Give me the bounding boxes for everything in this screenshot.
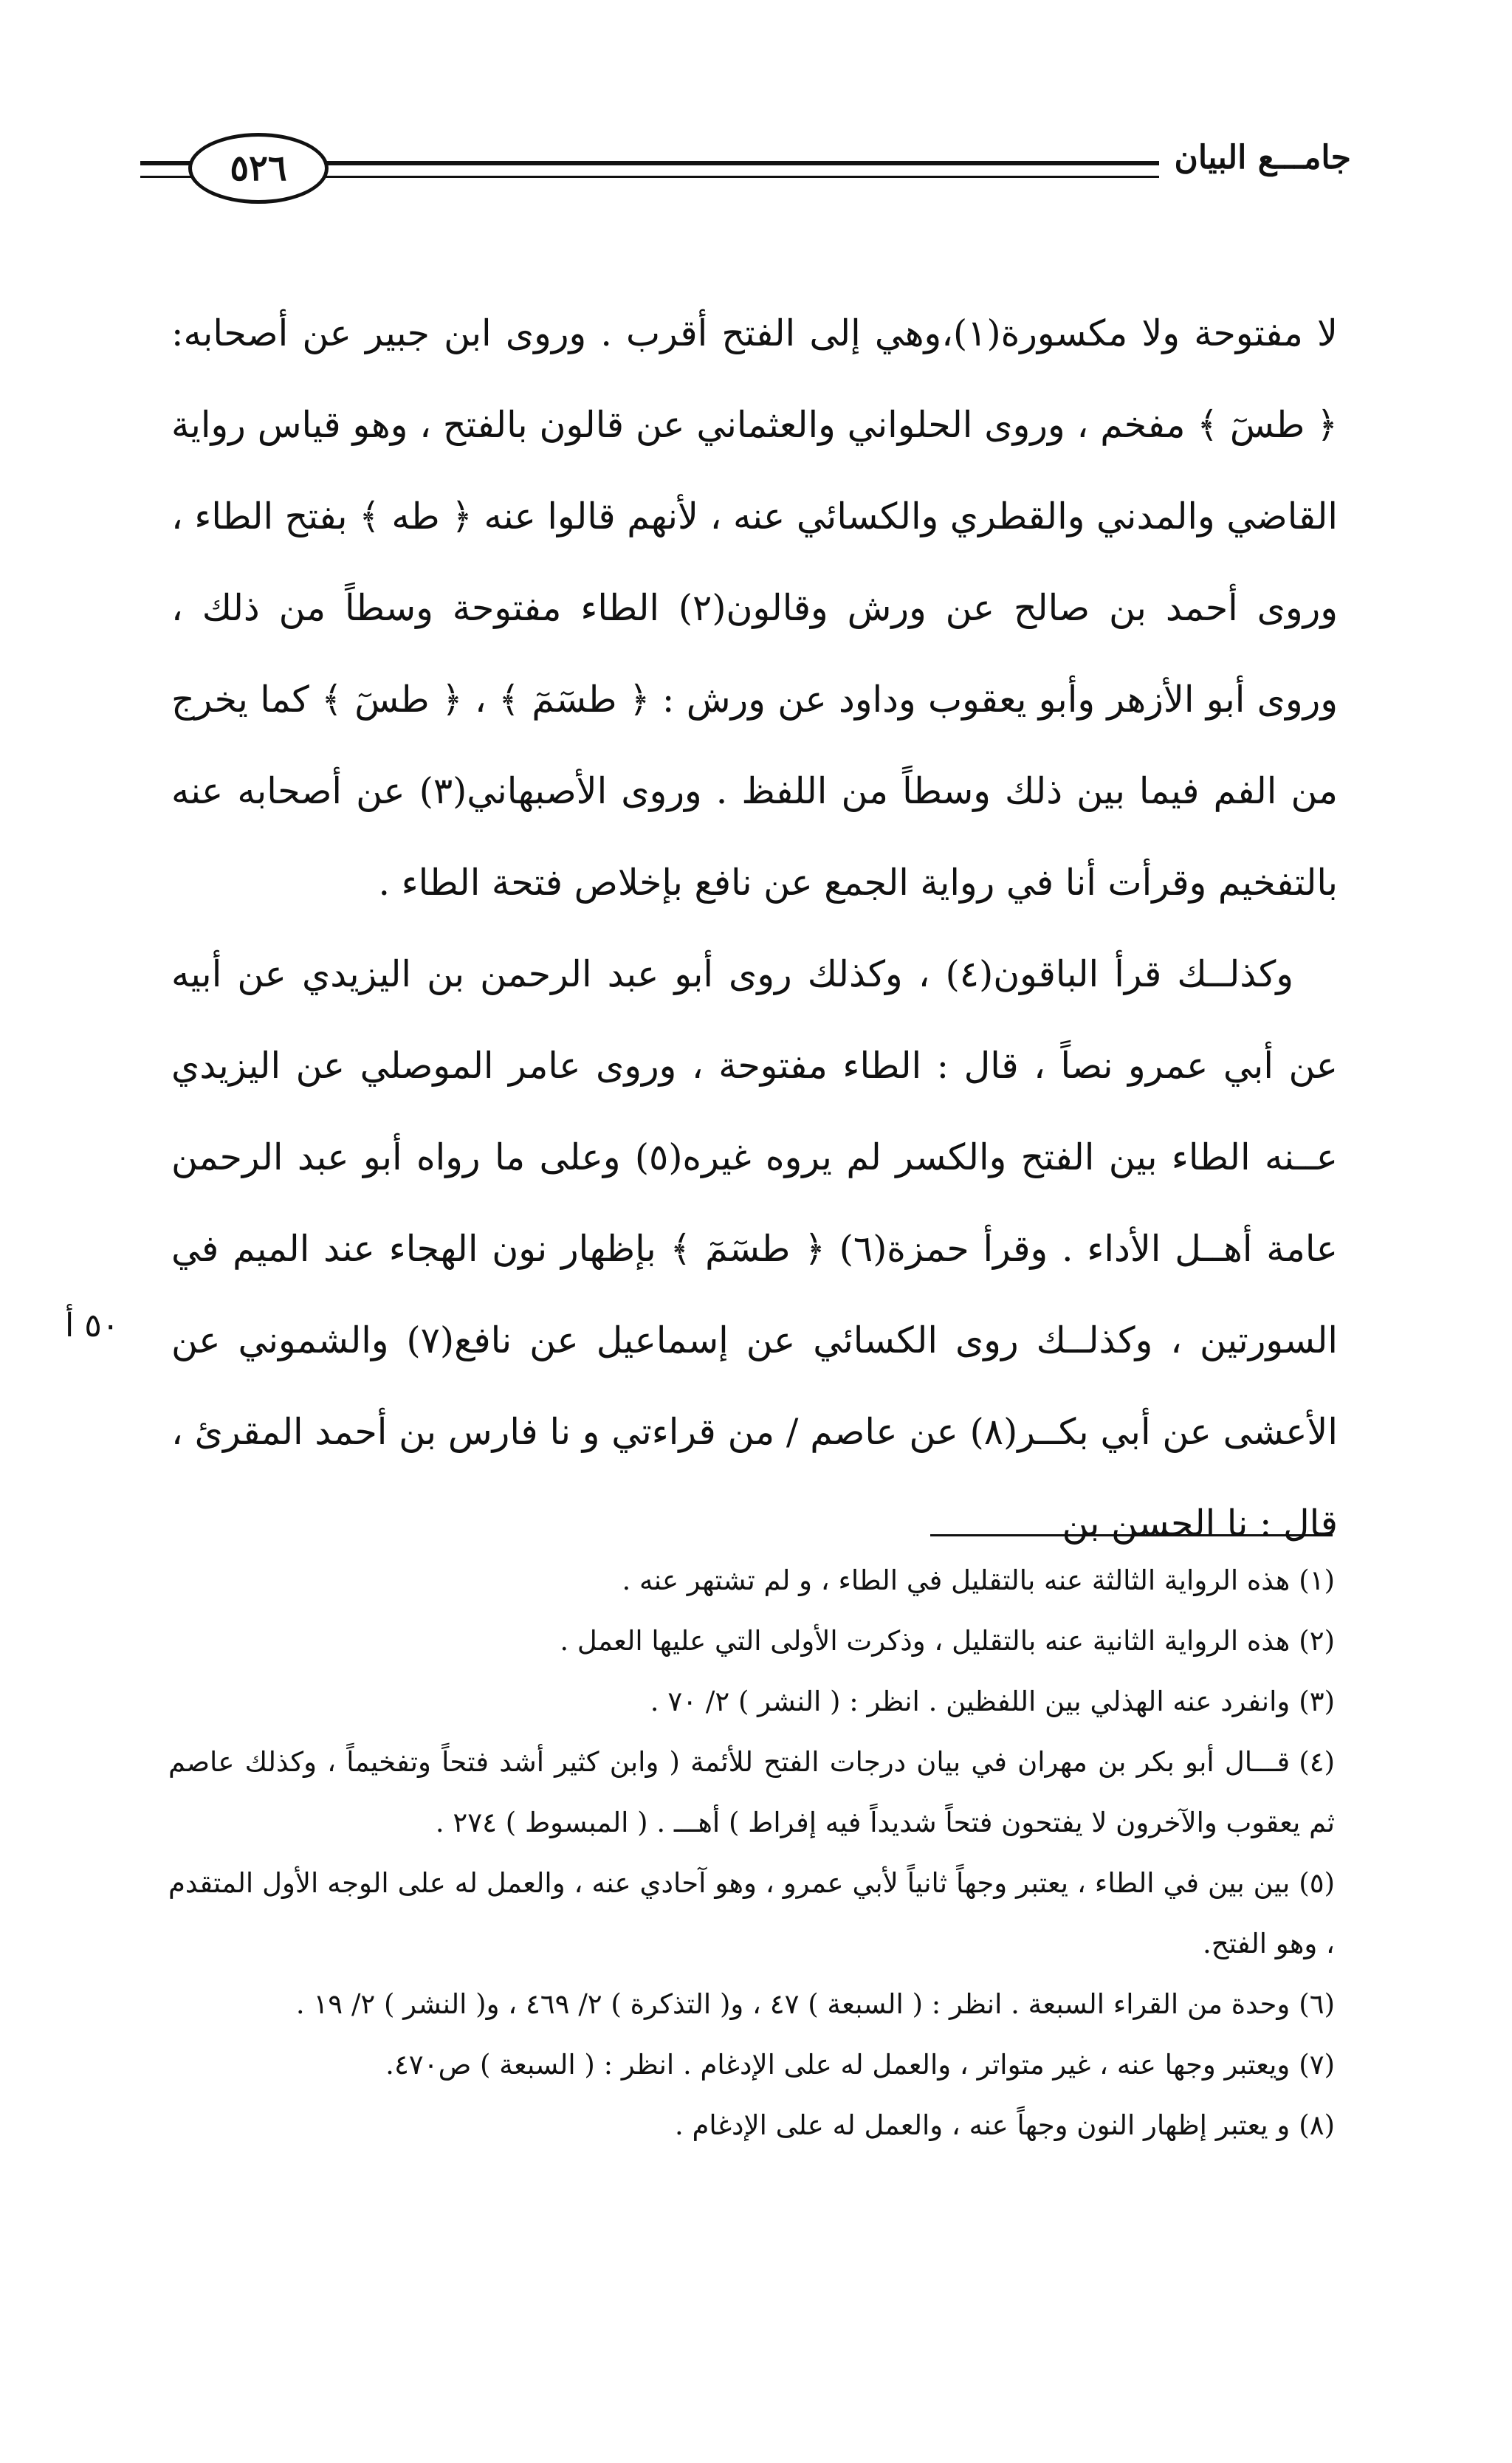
main-text	[171, 288, 1338, 1570]
footnote-2	[168, 1611, 1335, 1672]
footnote-number: (٧)	[1299, 2049, 1335, 2081]
running-title: جامـــع البيان	[1174, 139, 1351, 176]
footnote-1	[168, 1550, 1335, 1611]
footnote-text: وحدة من القراء السبعة . انظر : ( السبعة ) ٤٧ ، و( التذكرة ) ٢/ ٤٦٩ ، و( النشر ) ٢/ ١٩ .	[295, 1988, 1291, 2020]
header-rule	[244, 161, 1159, 178]
footnote-number: (٦)	[1299, 1988, 1335, 2020]
footnote-number: (١)	[1299, 1564, 1335, 1596]
footnote-number: (٣)	[1299, 1686, 1335, 1717]
footnotes	[168, 1550, 1335, 2156]
footnote-text: و يعتبر إظهار النون وجهاً عنه ، والعمل له على الإدغام .	[674, 2109, 1291, 2141]
footnote-separator	[930, 1534, 1333, 1536]
footnote-text: وانفرد عنه الهذلي بين اللفظين . انظر : ( النشر ) ٢/ ٧٠ .	[650, 1686, 1291, 1717]
footnote-text: قـــال أبو بكر بن مهران في بيان درجات الفتح للأئمة ( وابن كثير أشد فتحاً وتفخيماً ، وكذلك عاصم ثم يعقوب والآخرون لا يفتحون فتحاً شديداً فيه إفراط ) أهـــ . ( المبسوط ) ٢٧٤ .	[168, 1746, 1335, 1838]
page-number: ٥٢٦	[188, 133, 329, 204]
page-header	[140, 133, 1351, 214]
footnote-7	[168, 2035, 1335, 2095]
footnote-text: هذه الرواية الثالثة عنه بالتقليل في الطاء ، و لم تشتهر عنه .	[622, 1564, 1291, 1596]
margin-folio-note: ٥٠ أ	[65, 1307, 120, 1344]
footnote-8	[168, 2095, 1335, 2156]
footnote-3	[168, 1672, 1335, 1732]
paragraph-1: لا مفتوحة ولا مكسورة(١)،وهي إلى الفتح أقرب . وروى ابن جبير عن أصحابه: ﴿ طسٓ ﴾ مفخم ، وروى الحلواني والعثماني عن قالون بالفتح ، وهو قياس رواية القاضي والمدني والقطري والكسائي عنه ، لأنهم قالوا عنه ﴿ طه ﴾ بفتح الطاء ، وروى أحمد بن صالح عن ورش وقالون(٢) الطاء مفتوحة وسطاً من ذلك ، وروى أبو الأزهر وأبو يعقوب وداود عن ورش : ﴿ طسٓمٓ ﴾ ، ﴿ طسٓ ﴾ كما يخرج من الفم فيما بين ذلك وسطاً من اللفظ . وروى الأصبهاني(٣) عن أصحابه عنه بالتفخيم وقرأت أنا في رواية الجمع عن نافع بإخلاص فتحة الطاء .	[171, 312, 1338, 904]
footnote-number: (٥)	[1299, 1867, 1335, 1899]
footnote-text: بين بين في الطاء ، يعتبر وجهاً ثانياً لأبي عمرو ، وهو آحادي عنه ، والعمل له على الوجه الأول المتقدم ، وهو الفتح.	[168, 1867, 1335, 1959]
footnote-number: (٢)	[1299, 1625, 1335, 1657]
footnote-number: (٤)	[1299, 1746, 1335, 1778]
footnote-4	[168, 1732, 1335, 1853]
paragraph-2: وكذلــك قرأ الباقون(٤) ، وكذلك روى أبو عبد الرحمن بن اليزيدي عن أبيه عن أبي عمرو نصاً ، قال : الطاء مفتوحة ، وروى عامر الموصلي عن اليزيدي عــنه الطاء بين الفتح والكسر لم يروه غيره(٥) وعلى ما رواه أبو عبد الرحمن عامة أهــل الأداء . وقرأ حمزة(٦) ﴿ طسٓمٓ ﴾ بإظهار نون الهجاء عند الميم في السورتين ، وكذلــك روى الكسائي عن إسماعيل عن نافع(٧) والشموني عن الأعشى عن أبي بكــر(٨) عن عاصم / من قراءتي و نا فارس بن أحمد المقرئ ، قال : نا الحسن بن	[171, 953, 1338, 1545]
footnote-text: ويعتبر وجها عنه ، غير متواتر ، والعمل له على الإدغام . انظر : ( السبعة ) ص٤٧٠.	[385, 2049, 1291, 2081]
footnote-5	[168, 1853, 1335, 1974]
footnote-number: (٨)	[1299, 2109, 1335, 2141]
footnote-text: هذه الرواية الثانية عنه بالتقليل ، وذكرت الأولى التي عليها العمل .	[560, 1625, 1291, 1657]
footnote-6	[168, 1974, 1335, 2035]
